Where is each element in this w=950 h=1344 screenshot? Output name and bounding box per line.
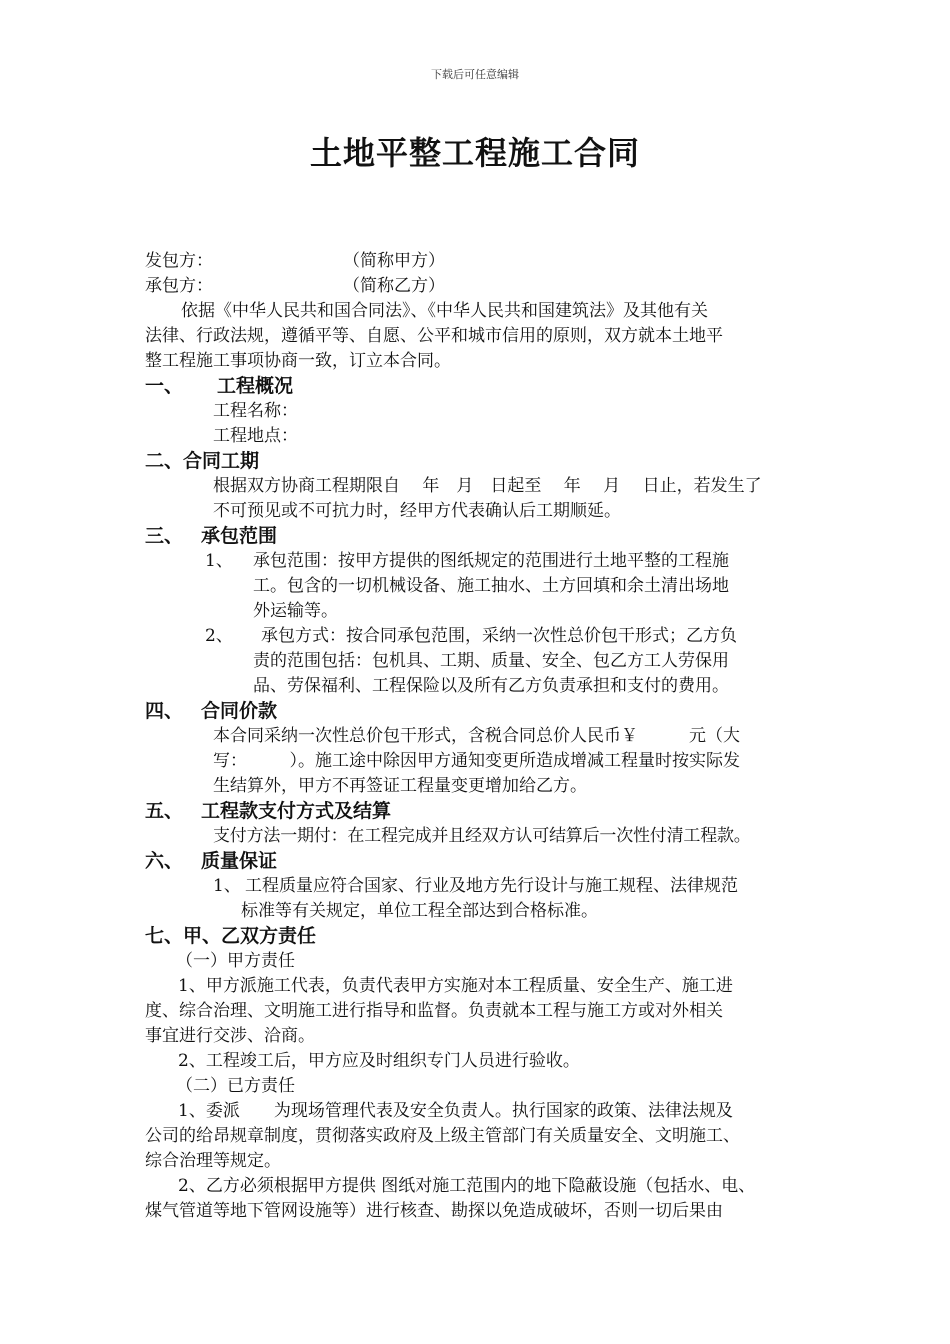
section-heading-2: 二、合同工期	[145, 450, 260, 472]
duty-line: 2、乙方必须根据甲方提供 图纸对施工范围内的地下隐蔽设施（包括水、电、	[178, 1176, 756, 1196]
price-line: 生结算外，甲方不再签证工程量变更增加给乙方。	[213, 776, 587, 796]
page-header: 下载后可任意编辑	[431, 68, 519, 81]
section-title: 合同价款	[201, 700, 278, 722]
section-number: 五、	[145, 800, 184, 822]
term-line: 不可预见或不可抗力时，经甲方代表确认后工期顺延。	[213, 501, 621, 521]
mode-line: 品、劳保福利、工程保险以及所有乙方负责承担和支付的费用。	[253, 676, 729, 696]
section-number: 六、	[145, 850, 184, 872]
section-number: 一、	[145, 375, 184, 397]
contractor-label: 承包方：	[145, 276, 213, 296]
duty-line: 1、甲方派施工代表，负责代表甲方实施对本工程质量、安全生产、施工进	[178, 976, 733, 996]
price-line: 本合同采纳一次性总价包干形式，含税合同总价人民币￥ 元（大	[213, 726, 740, 746]
payment-line: 支付方法一期付：在工程完成并且经双方认可结算后一次性付清工程款。	[213, 826, 751, 846]
intro-line: 依据《中华人民共和国合同法》、《中华人民共和国建筑法》及其他有关	[181, 301, 708, 321]
item-number: 1、	[205, 551, 233, 571]
project-name: 工程名称：	[213, 401, 298, 421]
price-line: 写： ）。施工途中除因甲方通知变更所造成增减工程量时按实际发	[213, 751, 740, 771]
scope-line: 外运输等。	[253, 601, 338, 621]
mode-line: 承包方式：按合同承包范围，采纳一次性总价包干形式；乙方负	[261, 626, 737, 646]
term-line: 根据双方协商工程期限自 年 月 日起至 年 月 日止，若发生了	[213, 476, 762, 496]
employer-abbr: （简称甲方）	[343, 251, 445, 271]
duty-line: 公司的给昂规章制度，贯彻落实政府及上级主管部门有关质量安全、文明施工、	[145, 1126, 740, 1146]
duty-line: 1、委派 为现场管理代表及安全负责人。执行国家的政策、法律法规及	[178, 1101, 733, 1121]
scope-line: 承包范围：按甲方提供的图纸规定的范围进行土地平整的工程施	[253, 551, 729, 571]
duty-line: 事宜进行交涉、洽商。	[145, 1026, 315, 1046]
section-title: 工程款支付方式及结算	[201, 800, 392, 822]
project-place: 工程地点：	[213, 426, 298, 446]
duty-line: 2、工程竣工后，甲方应及时组织专门人员进行验收。	[178, 1051, 580, 1071]
quality-line: 标准等有关规定，单位工程全部达到合格标准。	[241, 901, 598, 921]
employer-label: 发包方：	[145, 251, 213, 271]
intro-line: 整工程施工事项协商一致，订立本合同。	[145, 351, 451, 371]
item-number: 1、	[213, 876, 241, 896]
quality-line: 工程质量应符合国家、行业及地方先行设计与施工规程、法律规范	[245, 876, 738, 896]
contractor-abbr: （简称乙方）	[343, 276, 445, 296]
mode-line: 责的范围包括：包机具、工期、质量、安全、包乙方工人劳保用	[253, 651, 729, 671]
section-title: 质量保证	[201, 850, 278, 872]
subsection-title: （二）已方责任	[176, 1076, 295, 1096]
subsection-title: （一）甲方责任	[176, 951, 295, 971]
section-number: 四、	[145, 700, 184, 722]
duty-line: 度、综合治理、文明施工进行指导和监督。负责就本工程与施工方或对外相关	[145, 1001, 723, 1021]
duty-line: 煤气管道等地下管网设施等）进行核查、勘探以免造成破坏，否则一切后果由	[145, 1201, 723, 1221]
intro-line: 法律、行政法规，遵循平等、自愿、公平和城市信用的原则，双方就本土地平	[145, 326, 723, 346]
scope-line: 工。包含的一切机械设备、施工抽水、土方回填和余土清出场地	[253, 576, 729, 596]
item-number: 2、	[205, 626, 233, 646]
duty-line: 综合治理等规定。	[145, 1151, 281, 1171]
section-title: 工程概况	[217, 375, 294, 397]
section-number: 三、	[145, 525, 184, 547]
section-title: 承包范围	[201, 525, 278, 547]
document-title: 土地平整工程施工合同	[309, 134, 640, 172]
section-heading-7: 七、甲、乙双方责任	[145, 925, 317, 947]
